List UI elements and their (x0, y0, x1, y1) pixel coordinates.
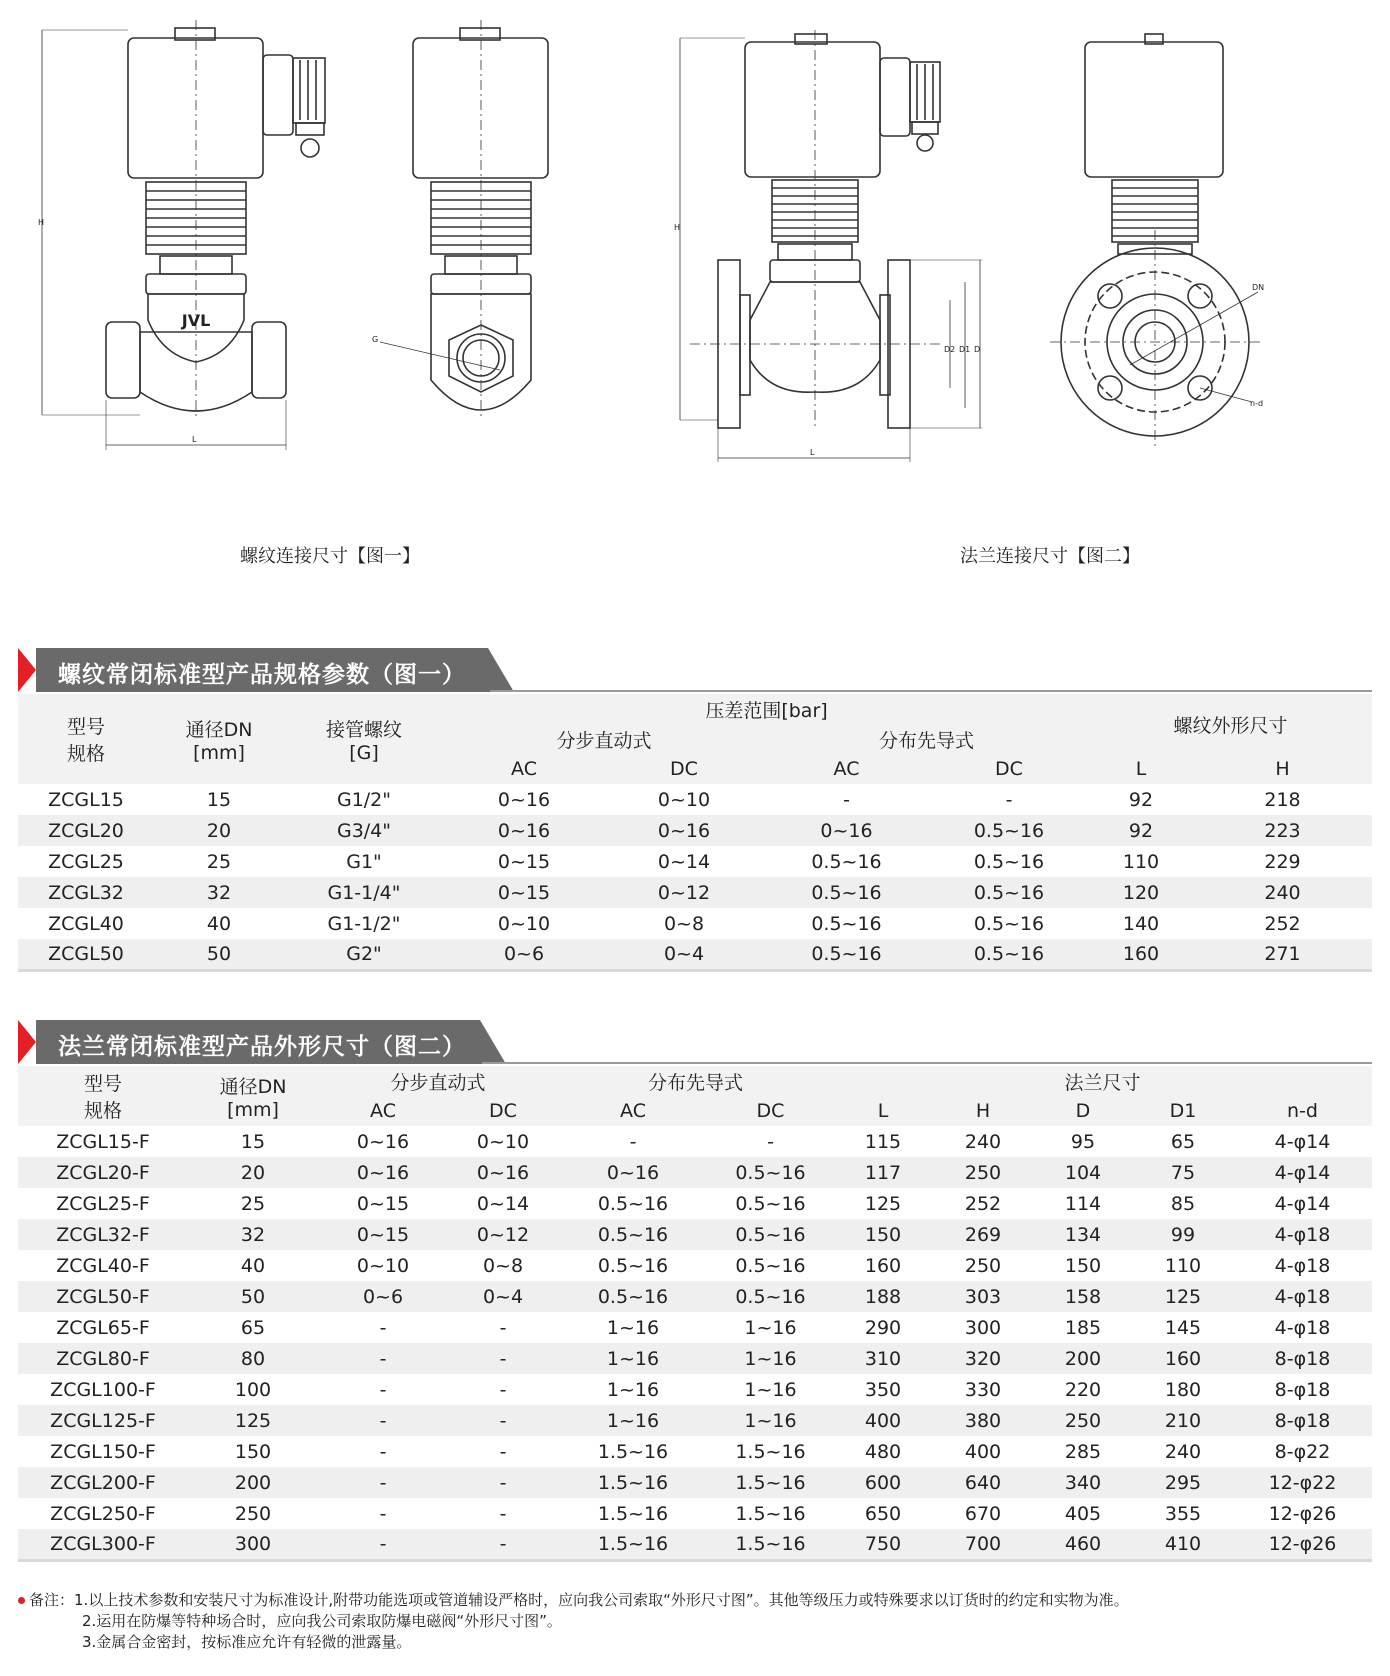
table-cell: 269 (933, 1219, 1033, 1250)
table-cell: 290 (833, 1312, 933, 1343)
table2-row (18, 1343, 1372, 1374)
table-cell: 99 (1133, 1219, 1233, 1250)
table-cell: ZCGL65-F (18, 1312, 188, 1343)
table-cell: ZCGL300-F (18, 1529, 188, 1560)
table2-row (18, 1436, 1372, 1467)
table-cell: ZCGL40 (18, 908, 154, 939)
table-cell: 160 (833, 1250, 933, 1281)
dim-label-g: G (372, 335, 379, 344)
table1-row (18, 815, 1372, 846)
table-cell: 12-φ26 (1233, 1498, 1372, 1529)
table-cell: 271 (1193, 939, 1372, 970)
table-cell: 115 (833, 1126, 933, 1157)
table-cell: 50 (188, 1281, 318, 1312)
table1-row (18, 908, 1372, 939)
table-cell: 0~10 (444, 908, 604, 939)
table-cell: 200 (1033, 1343, 1133, 1374)
table-cell: 25 (154, 846, 284, 877)
table-cell: 4-φ18 (1233, 1219, 1372, 1250)
table-cell: G2" (284, 939, 444, 970)
t2-col-model: 型号 规格 (18, 1066, 188, 1126)
table-cell: ZCGL100-F (18, 1374, 188, 1405)
table-cell: G1-1/4" (284, 877, 444, 908)
dim-label-d: D (974, 345, 981, 354)
table-cell: 65 (188, 1312, 318, 1343)
table-cell: 670 (933, 1498, 1033, 1529)
table-cell: 1.5~16 (558, 1529, 708, 1560)
t1-col-pilot: 分布先导式 (764, 724, 1089, 754)
table-cell: 250 (933, 1157, 1033, 1188)
t2-col-dn: 通径DN [mm] (188, 1066, 318, 1126)
figure1-caption: 螺纹连接尺寸【图一】 (240, 546, 420, 567)
table-cell: 150 (188, 1436, 318, 1467)
table-cell: 0~12 (448, 1219, 558, 1250)
table2-row (18, 1529, 1372, 1560)
t1-col-direct: 分步直动式 (444, 724, 764, 754)
table-cell: 0~15 (444, 846, 604, 877)
table-cell: 150 (1033, 1250, 1133, 1281)
table-cell: 480 (833, 1436, 933, 1467)
table-cell: ZCGL20-F (18, 1157, 188, 1188)
table-cell: ZCGL50-F (18, 1281, 188, 1312)
table-cell: 210 (1133, 1405, 1233, 1436)
table-cell: G1" (284, 846, 444, 877)
table-cell: 300 (188, 1529, 318, 1560)
table-cell: 20 (154, 815, 284, 846)
table-cell: 114 (1033, 1188, 1133, 1219)
table-cell: 0.5~16 (764, 908, 929, 939)
table-cell: 1~16 (708, 1343, 833, 1374)
table-cell: 1~16 (708, 1405, 833, 1436)
table-cell: 0.5~16 (708, 1188, 833, 1219)
table-cell: - (318, 1405, 448, 1436)
table-cell: 8-φ18 (1233, 1405, 1372, 1436)
table-cell: G1/2" (284, 784, 444, 815)
table-cell: ZCGL50 (18, 939, 154, 970)
table-cell: 320 (933, 1343, 1033, 1374)
table-cell: 180 (1133, 1374, 1233, 1405)
table2-row (18, 1157, 1372, 1188)
note-item: 2.运用在防爆等特种场合时，应向我公司索取防爆电磁阀“外形尺寸图”。 (82, 1612, 562, 1630)
table1-row (18, 784, 1372, 815)
table-cell: 188 (833, 1281, 933, 1312)
table-cell: 8-φ18 (1233, 1374, 1372, 1405)
table-cell: 285 (1033, 1436, 1133, 1467)
dim-label-d2: D2 (944, 345, 956, 354)
table-cell: 110 (1089, 846, 1193, 877)
table-cell: 250 (188, 1498, 318, 1529)
coil-body (128, 38, 263, 178)
table-cell: - (318, 1529, 448, 1560)
table-cell: 92 (1089, 784, 1193, 815)
table2-title: 法兰常闭标准型产品外形尺寸（图二） (58, 1034, 466, 1060)
table-cell: 229 (1193, 846, 1372, 877)
table-cell: 0~12 (604, 877, 764, 908)
table2-spec (18, 1066, 1372, 1562)
table-cell: 218 (1193, 784, 1372, 815)
table-cell: 15 (188, 1126, 318, 1157)
table-cell: 252 (933, 1188, 1033, 1219)
table-cell: 50 (154, 939, 284, 970)
table-cell: 0.5~16 (929, 939, 1089, 970)
table1-header (18, 648, 518, 692)
table-cell: 0~15 (318, 1188, 448, 1219)
table-cell: 20 (188, 1157, 318, 1188)
table-cell: 160 (1089, 939, 1193, 970)
table-cell: 134 (1033, 1219, 1133, 1250)
table-cell: 0~16 (318, 1157, 448, 1188)
table-cell: 303 (933, 1281, 1033, 1312)
table1-row (18, 846, 1372, 877)
table-cell: 40 (154, 908, 284, 939)
table-cell: 125 (1133, 1281, 1233, 1312)
table-cell: 400 (833, 1405, 933, 1436)
table-cell: G1-1/2" (284, 908, 444, 939)
table-cell: 0~14 (448, 1188, 558, 1219)
table-cell: 15 (154, 784, 284, 815)
table-cell: 0.5~16 (558, 1281, 708, 1312)
table-cell: 1~16 (558, 1312, 708, 1343)
table-cell: 223 (1193, 815, 1372, 846)
table-cell: 0.5~16 (708, 1157, 833, 1188)
table-cell: ZCGL200-F (18, 1467, 188, 1498)
t2-col-d1: D1 (1133, 1096, 1233, 1126)
flanged-valve-drawing (660, 30, 1300, 470)
table-cell: 0.5~16 (558, 1188, 708, 1219)
table-cell: 75 (1133, 1157, 1233, 1188)
table2-row (18, 1405, 1372, 1436)
notes-label: 备注： (29, 1591, 75, 1609)
t2-col-dc1: DC (448, 1096, 558, 1126)
threaded-valve-drawing (20, 20, 580, 490)
t2-col-l: L (833, 1096, 933, 1126)
dim-label-nd: n-d (1250, 399, 1264, 408)
table-cell: 158 (1033, 1281, 1133, 1312)
table-cell: - (929, 784, 1089, 815)
table-cell: - (318, 1467, 448, 1498)
table-cell: 0.5~16 (558, 1219, 708, 1250)
table-cell: - (318, 1436, 448, 1467)
table-cell: 400 (933, 1436, 1033, 1467)
table-cell: 240 (933, 1126, 1033, 1157)
table-cell: ZCGL150-F (18, 1436, 188, 1467)
table-cell: - (764, 784, 929, 815)
table2-row (18, 1250, 1372, 1281)
table-cell: 0~16 (764, 815, 929, 846)
dim-label-dn: DN (1252, 283, 1265, 292)
table-cell: 0.5~16 (929, 846, 1089, 877)
table-cell: 600 (833, 1467, 933, 1498)
table-cell: 295 (1133, 1467, 1233, 1498)
table-cell: 300 (933, 1312, 1033, 1343)
table-cell: - (318, 1374, 448, 1405)
table-cell: 0.5~16 (929, 908, 1089, 939)
t1-col-thread: 接管螺纹 [G] (284, 694, 444, 784)
table-cell: 1.5~16 (708, 1467, 833, 1498)
table-cell: ZCGL80-F (18, 1343, 188, 1374)
table1-body (18, 784, 1372, 970)
table2-row (18, 1467, 1372, 1498)
table-cell: 4-φ18 (1233, 1250, 1372, 1281)
dim-label-l2: L (810, 448, 815, 457)
table-cell: 145 (1133, 1312, 1233, 1343)
t1-col-outline: 螺纹外形尺寸 (1089, 694, 1372, 754)
note-item: 1.以上技术参数和安装尺寸为标准设计,附带功能选项或管道辅设严格时，应向我公司索取“外形尺寸图”。其他等级压力或特殊要求以订货时的约定和实物为准。 (74, 1591, 1129, 1609)
table-cell: 4-φ14 (1233, 1126, 1372, 1157)
table-cell: 0~14 (604, 846, 764, 877)
table-cell: 250 (1033, 1405, 1133, 1436)
table-cell: 4-φ18 (1233, 1312, 1372, 1343)
table-cell: 1.5~16 (708, 1498, 833, 1529)
table2-row (18, 1281, 1372, 1312)
table-cell: - (448, 1467, 558, 1498)
table-cell: 0~15 (318, 1219, 448, 1250)
table-cell: 1~16 (708, 1312, 833, 1343)
table-cell: 220 (1033, 1374, 1133, 1405)
table-cell: ZCGL125-F (18, 1405, 188, 1436)
table2-row (18, 1126, 1372, 1157)
table-cell: 110 (1133, 1250, 1233, 1281)
table-cell: 750 (833, 1529, 933, 1560)
table-cell: 100 (188, 1374, 318, 1405)
table-cell: 240 (1133, 1436, 1233, 1467)
table-cell: 0.5~16 (929, 877, 1089, 908)
table-cell: 0.5~16 (558, 1250, 708, 1281)
table-cell: 140 (1089, 908, 1193, 939)
table-cell: ZCGL25-F (18, 1188, 188, 1219)
table2-row (18, 1219, 1372, 1250)
table1-rule (490, 690, 1372, 692)
dim-label-h: H (38, 218, 45, 227)
table-cell: 1.5~16 (708, 1436, 833, 1467)
table-cell: - (448, 1436, 558, 1467)
table-cell: 250 (933, 1250, 1033, 1281)
table-cell: 380 (933, 1405, 1033, 1436)
table-cell: 0.5~16 (708, 1281, 833, 1312)
table-cell: 1~16 (558, 1405, 708, 1436)
t1-col-ac1: AC (444, 754, 604, 784)
t1-col-dc1: DC (604, 754, 764, 784)
table-cell: 0~16 (448, 1157, 558, 1188)
dim-label-h2: H (674, 223, 681, 232)
table-cell: 405 (1033, 1498, 1133, 1529)
table-cell: 0~4 (604, 939, 764, 970)
t2-col-pilot: 分布先导式 (558, 1066, 833, 1096)
table-cell: - (558, 1126, 708, 1157)
table-cell: ZCGL32 (18, 877, 154, 908)
table-cell: 1~16 (708, 1374, 833, 1405)
table-cell: 104 (1033, 1157, 1133, 1188)
table-cell: 0~16 (444, 784, 604, 815)
table-cell: 240 (1193, 877, 1372, 908)
table-cell: 32 (188, 1219, 318, 1250)
table-cell: 0.5~16 (764, 877, 929, 908)
table-cell: - (448, 1343, 558, 1374)
table-cell: 0~15 (444, 877, 604, 908)
table-cell: 12-φ26 (1233, 1529, 1372, 1560)
table-cell: 0~10 (448, 1126, 558, 1157)
table-cell: 65 (1133, 1126, 1233, 1157)
table-cell: 4-φ14 (1233, 1188, 1372, 1219)
brand-mark: JVL (181, 311, 211, 330)
table-cell: 40 (188, 1250, 318, 1281)
table-cell: 1~16 (558, 1343, 708, 1374)
note-item: 3.金属合金密封，按标准应允许有轻微的泄露量。 (82, 1633, 412, 1651)
t2-col-ac2: AC (558, 1096, 708, 1126)
t2-col-direct: 分步直动式 (318, 1066, 558, 1096)
table-cell: 1~16 (558, 1374, 708, 1405)
table-cell: 0~16 (444, 815, 604, 846)
table-cell: 0.5~16 (929, 815, 1089, 846)
table-cell: 0~16 (604, 815, 764, 846)
table-cell: 125 (833, 1188, 933, 1219)
table-cell: 85 (1133, 1188, 1233, 1219)
table-cell: 4-φ18 (1233, 1281, 1372, 1312)
table-cell: - (448, 1405, 558, 1436)
t1-col-pressure: 压差范围[bar] (444, 694, 1089, 724)
table-cell: - (708, 1126, 833, 1157)
table-cell: 355 (1133, 1498, 1233, 1529)
t1-col-l: L (1089, 754, 1193, 784)
table-cell: 8-φ18 (1233, 1343, 1372, 1374)
table-cell: 0~10 (318, 1250, 448, 1281)
table1-row (18, 877, 1372, 908)
table2-row (18, 1498, 1372, 1529)
table2-row (18, 1374, 1372, 1405)
table-cell: ZCGL25 (18, 846, 154, 877)
table-cell: 25 (188, 1188, 318, 1219)
table-cell: - (448, 1374, 558, 1405)
table-cell: ZCGL250-F (18, 1498, 188, 1529)
table-cell: 1.5~16 (558, 1436, 708, 1467)
table-cell: 32 (154, 877, 284, 908)
table-cell: ZCGL15-F (18, 1126, 188, 1157)
table-cell: - (318, 1498, 448, 1529)
t1-col-dc2: DC (929, 754, 1089, 784)
table-cell: ZCGL20 (18, 815, 154, 846)
dim-label-d1: D1 (959, 345, 971, 354)
table-cell: ZCGL32-F (18, 1219, 188, 1250)
table-cell: 340 (1033, 1467, 1133, 1498)
table-cell: 0.5~16 (764, 846, 929, 877)
table-cell: 310 (833, 1343, 933, 1374)
table-cell: 200 (188, 1467, 318, 1498)
table-cell: 80 (188, 1343, 318, 1374)
table-cell: 0~16 (558, 1157, 708, 1188)
table-cell: 0.5~16 (764, 939, 929, 970)
table-cell: - (448, 1498, 558, 1529)
table1-spec (18, 694, 1372, 972)
table-cell: 95 (1033, 1126, 1133, 1157)
table-cell: 1.5~16 (558, 1467, 708, 1498)
table-cell: - (448, 1312, 558, 1343)
table-cell: ZCGL15 (18, 784, 154, 815)
table-cell: 0~16 (318, 1126, 448, 1157)
t2-col-flange: 法兰尺寸 (833, 1066, 1372, 1096)
table-cell: 0~8 (448, 1250, 558, 1281)
table-cell: 0~4 (448, 1281, 558, 1312)
t1-col-dn: 通径DN [mm] (154, 694, 284, 784)
table-cell: 252 (1193, 908, 1372, 939)
t2-col-ac1: AC (318, 1096, 448, 1126)
table-cell: 640 (933, 1467, 1033, 1498)
table-cell: 120 (1089, 877, 1193, 908)
table-cell: 350 (833, 1374, 933, 1405)
table-cell: - (318, 1312, 448, 1343)
figure2-caption: 法兰连接尺寸【图二】 (960, 546, 1140, 567)
table-cell: 1.5~16 (558, 1498, 708, 1529)
table-cell: 160 (1133, 1343, 1233, 1374)
table2-rule (482, 1062, 1372, 1064)
table-cell: 410 (1133, 1529, 1233, 1560)
table-cell: - (448, 1529, 558, 1560)
table-cell: ZCGL40-F (18, 1250, 188, 1281)
table2-row (18, 1188, 1372, 1219)
table1-title: 螺纹常闭标准型产品规格参数（图一） (58, 662, 466, 688)
t1-col-h: H (1193, 754, 1372, 784)
table-cell: G3/4" (284, 815, 444, 846)
table-cell: 1.5~16 (708, 1529, 833, 1560)
table2-header (18, 1020, 518, 1064)
table1-row (18, 939, 1372, 970)
table-cell: - (318, 1343, 448, 1374)
table2-body (18, 1126, 1372, 1560)
t1-col-ac2: AC (764, 754, 929, 784)
table-cell: 0~10 (604, 784, 764, 815)
table-cell: 0~6 (318, 1281, 448, 1312)
table-cell: 0~8 (604, 908, 764, 939)
table-cell: 12-φ22 (1233, 1467, 1372, 1498)
table-cell: 4-φ14 (1233, 1157, 1372, 1188)
table-cell: 0.5~16 (708, 1219, 833, 1250)
table-cell: 92 (1089, 815, 1193, 846)
table-cell: 330 (933, 1374, 1033, 1405)
dim-label-l: L (192, 435, 197, 444)
table2-row (18, 1312, 1372, 1343)
table-cell: 0~6 (444, 939, 604, 970)
table-cell: 185 (1033, 1312, 1133, 1343)
notes (18, 1590, 1129, 1653)
table-cell: 650 (833, 1498, 933, 1529)
table-cell: 117 (833, 1157, 933, 1188)
table-cell: 150 (833, 1219, 933, 1250)
table-cell: 125 (188, 1405, 318, 1436)
t2-col-d: D (1033, 1096, 1133, 1126)
table-cell: 700 (933, 1529, 1033, 1560)
t2-col-dc2: DC (708, 1096, 833, 1126)
note-bullet (18, 1597, 25, 1604)
t1-col-model: 型号 规格 (18, 694, 154, 784)
t2-col-nd: n-d (1233, 1096, 1372, 1126)
table-cell: 460 (1033, 1529, 1133, 1560)
table-cell: 0.5~16 (708, 1250, 833, 1281)
t2-col-h: H (933, 1096, 1033, 1126)
table-cell: 8-φ22 (1233, 1436, 1372, 1467)
